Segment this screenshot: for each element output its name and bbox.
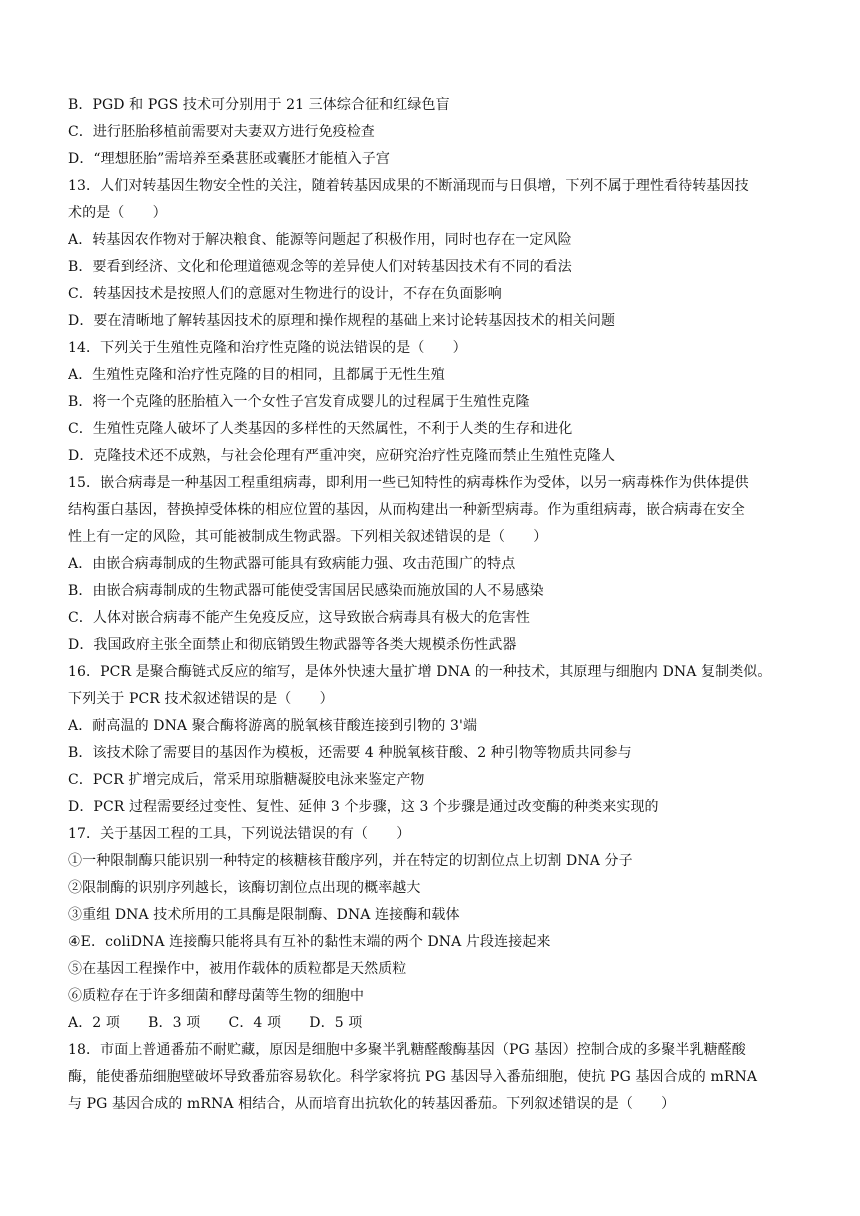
question-stem-13-cont: 术的是（ ） <box>68 205 167 221</box>
answer-options-17: A．2 项 B．3 项 C．4 项 D．5 项 <box>68 1015 363 1031</box>
question-stem-14: 14．下列关于生殖性克隆和治疗性克隆的说法错误的是（ ） <box>68 340 467 356</box>
option-line: A．生殖性克隆和治疗性克隆的目的相同，且都属于无性生殖 <box>68 367 445 383</box>
option-line: D．我国政府主张全面禁止和彻底销毁生物武器等各类大规模杀伤性武器 <box>68 637 517 653</box>
option-line: B．由嵌合病毒制成的生物武器可能使受害国居民感染而施放国的人不易感染 <box>68 583 544 599</box>
question-stem-18: 18．市面上普通番茄不耐贮藏，原因是细胞中多聚半乳糖醛酸酶基因（PG 基因）控制合成的多聚半乳糖醛酸 <box>68 1042 746 1058</box>
question-stem-15-cont: 性上有一定的风险，其可能被制成生物武器。下列相关叙述错误的是（ ） <box>68 529 548 545</box>
question-stem-16-cont: 下列关于 PCR 技术叙述错误的是（ ） <box>68 691 334 707</box>
option-line: C．转基因技术是按照人们的意愿对生物进行的设计，不存在负面影响 <box>68 286 502 302</box>
question-stem-18-cont: 酶，能使番茄细胞壁破坏导致番茄容易软化。科学家将抗 PG 基因导入番茄细胞，使抗 PG 基因合成的 mRNA <box>68 1069 758 1085</box>
option-line: D．PCR 过程需要经过变性、复性、延伸 3 个步骤，这 3 个步骤是通过改变酶的种类来实现的 <box>68 799 659 815</box>
option-line: C．PCR 扩增完成后，常采用琼脂糖凝胶电泳来鉴定产物 <box>68 772 425 788</box>
question-stem-16: 16．PCR 是聚合酶链式反应的缩写，是体外快速大量扩增 DNA 的一种技术，其原理与细胞内 DNA 复制类似。 <box>68 664 772 680</box>
statement-line: ②限制酶的识别序列越长，该酶切割位点出现的概率越大 <box>68 880 421 896</box>
option-line: A．由嵌合病毒制成的生物武器可能具有致病能力强、攻击范围广的特点 <box>68 556 516 572</box>
option-line: C．进行胚胎移植前需要对夫妻双方进行免疫检查 <box>68 124 375 140</box>
statement-line: ④E．coliDNA 连接酶只能将具有互补的黏性末端的两个 DNA 片段连接起来 <box>68 934 551 950</box>
option-line: A．转基因农作物对于解决粮食、能源等问题起了积极作用，同时也存在一定风险 <box>68 232 572 248</box>
option-line: B．要看到经济、文化和伦理道德观念等的差异使人们对转基因技术有不同的看法 <box>68 259 572 275</box>
statement-line: ③重组 DNA 技术所用的工具酶是限制酶、DNA 连接酶和载体 <box>68 907 460 923</box>
option-line: D．“理想胚胎”需培养至桑葚胚或囊胚才能植入子宫 <box>68 151 390 167</box>
option-line: D．要在清晰地了解转基因技术的原理和操作规程的基础上来讨论转基因技术的相关问题 <box>68 313 616 329</box>
question-stem-13: 13．人们对转基因生物安全性的关注，随着转基因成果的不断涌现而与日俱增，下列不属于理性看待转基因技 <box>68 178 749 194</box>
option-line: D．克隆技术还不成熟，与社会伦理有严重冲突，应研究治疗性克隆而禁止生殖性克隆人 <box>68 448 616 464</box>
option-line: C．人体对嵌合病毒不能产生免疫反应，这导致嵌合病毒具有极大的危害性 <box>68 610 531 626</box>
question-stem-17: 17．关于基因工程的工具，下列说法错误的有（ ） <box>68 826 411 842</box>
option-line: A．耐高温的 DNA 聚合酶将游离的脱氧核苷酸连接到引物的 3'端 <box>68 718 478 734</box>
question-stem-15-cont: 结构蛋白基因，替换掉受体株的相应位置的基因，从而构建出一种新型病毒。作为重组病毒，嵌合病毒在安全 <box>68 502 745 518</box>
statement-line: ①一种限制酶只能识别一种特定的核糖核苷酸序列，并在特定的切割位点上切割 DNA 分子 <box>68 853 633 869</box>
question-stem-15: 15．嵌合病毒是一种基因工程重组病毒，即利用一些已知特性的病毒株作为受体，以另一病毒株作为供体提供 <box>68 475 749 491</box>
question-stem-18-cont: 与 PG 基因合成的 mRNA 相结合，从而培育出抗软化的转基因番茄。下列叙述错误的是（ ） <box>68 1096 676 1112</box>
option-line: C．生殖性克隆人破坏了人类基因的多样性的天然属性，不利于人类的生存和进化 <box>68 421 573 437</box>
option-line: B．PGD 和 PGS 技术可分别用于 21 三体综合征和红绿色盲 <box>68 97 450 113</box>
statement-line: ⑤在基因工程操作中，被用作载体的质粒都是天然质粒 <box>68 961 407 977</box>
statement-line: ⑥质粒存在于许多细菌和酵母菌等生物的细胞中 <box>68 988 365 1004</box>
option-line: B．将一个克隆的胚胎植入一个女性子宫发育成婴儿的过程属于生殖性克隆 <box>68 394 530 410</box>
option-line: B．该技术除了需要目的基因作为模板，还需要 4 种脱氧核苷酸、2 种引物等物质共同参与 <box>68 745 632 761</box>
